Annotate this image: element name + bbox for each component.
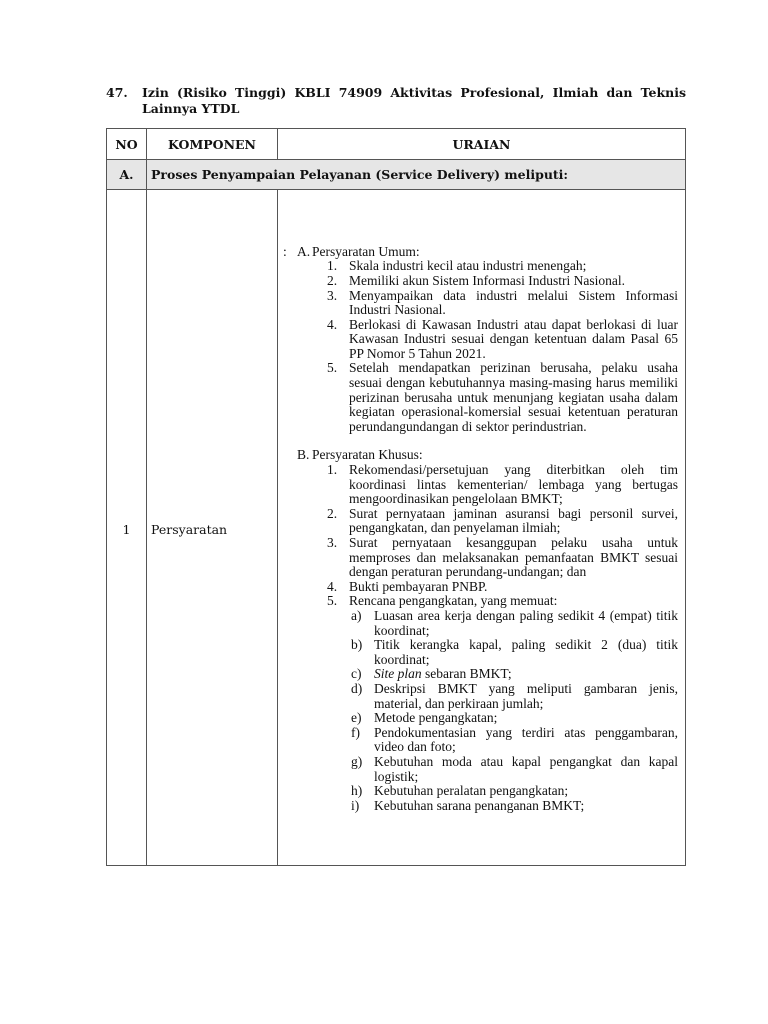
umum-label: A. — [297, 243, 311, 259]
sub-list-item: i) Kebutuhan sarana penanganan BMKT; — [351, 797, 585, 813]
section-no: A. — [107, 160, 147, 190]
header-no: NO — [107, 129, 147, 160]
sub-list-item: e) Metode pengangkatan; — [351, 710, 498, 726]
sub-list-item: d) Deskripsi BMKT yang meliputi gambaran jenis, material, dan perkiraan jumlah; — [351, 680, 678, 711]
list-item: 2. Memiliki akun Sistem Informasi Industri Nasional. — [327, 272, 625, 288]
list-item: 1. Rekomendasi/persetujuan yang diterbitkan oleh tim koordinasi lintas kementerian/ lembaga yang bertugas mengoordinasikan pengelolaan BMKT; — [327, 462, 678, 507]
row-no: 1 — [107, 190, 147, 866]
umum-title: Persyaratan Umum: — [312, 243, 420, 259]
list-item: 5. Rencana pengangkatan, yang memuat: — [327, 593, 558, 609]
sub-list-item: f) Pendokumentasian yang terdiri atas penggambaran, video dan foto; — [351, 724, 678, 755]
list-item: 5. Setelah mendapatkan perizinan berusaha, pelaku usaha sesuai dengan kebutuhannya masing-masing harus memiliki perizinan berusaha untuk menunjang kegiatan usaha dalam kegiatan operasional-komersial sesuai ketentuan peraturan perundangundangan di sektor perindustrian. — [327, 360, 678, 434]
khusus-title: Persyaratan Khusus: — [312, 447, 423, 463]
list-item: 4. Berlokasi di Kawasan Industri atau dapat berlokasi di luar Kawasan Industri sesuai dengan ketentuan dalam Pasal 65 PP Nomor 5 Tahun 2021. — [327, 316, 678, 361]
heading-text: Izin (Risiko Tinggi) KBLI 74909 Aktivitas Profesional, Ilmiah dan Teknis Lainnya YTDL — [142, 85, 686, 116]
header-komponen: KOMPONEN — [147, 129, 278, 160]
persyaratan-umum — [297, 245, 684, 435]
persyaratan-khusus — [297, 448, 684, 813]
sub-list-item: c) Site plan sebaran BMKT; — [351, 666, 512, 682]
row-uraian — [278, 190, 686, 866]
header-uraian: URAIAN — [278, 129, 686, 160]
list-item: 3. Menyampaikan data industri melalui Sistem Informasi Industri Nasional. — [327, 287, 678, 318]
section-title: Proses Penyampaian Pelayanan (Service Delivery) meliputi: — [147, 160, 686, 190]
sub-list-item: a) Luasan area kerja dengan paling sedikit 4 (empat) titik koordinat; — [351, 607, 678, 638]
list-item: 3. Surat pernyataan kesanggupan pelaku usaha untuk memproses dan melaksanakan pemanfaatan BMKT sesuai dengan peraturan perundang-undangan; dan — [327, 535, 678, 580]
section-row — [107, 160, 686, 190]
requirements-table — [106, 128, 686, 866]
sub-list-item: g) Kebutuhan moda atau kapal pengangkat dan kapal logistik; — [351, 753, 678, 784]
khusus-label: B. — [297, 447, 310, 463]
sub-list-item: h) Kebutuhan peralatan pengangkatan; — [351, 783, 569, 799]
table-header-row — [107, 129, 686, 160]
document-heading — [106, 85, 686, 117]
row-komponen: Persyaratan — [147, 190, 278, 866]
list-item: 4. Bukti pembayaran PNBP. — [327, 578, 488, 594]
heading-number: 47. — [106, 85, 128, 100]
table-row — [107, 190, 686, 866]
colon-separator: : — [283, 243, 287, 259]
list-item: 1. Skala industri kecil atau industri menengah; — [327, 258, 587, 274]
sub-list-item: b) Titik kerangka kapal, paling sedikit 2 (dua) titik koordinat; — [351, 637, 678, 667]
list-item: 2. Surat pernyataan jaminan asuransi bagi personil survei, pengangkatan, dan penyelaman ilmiah; — [327, 505, 678, 536]
